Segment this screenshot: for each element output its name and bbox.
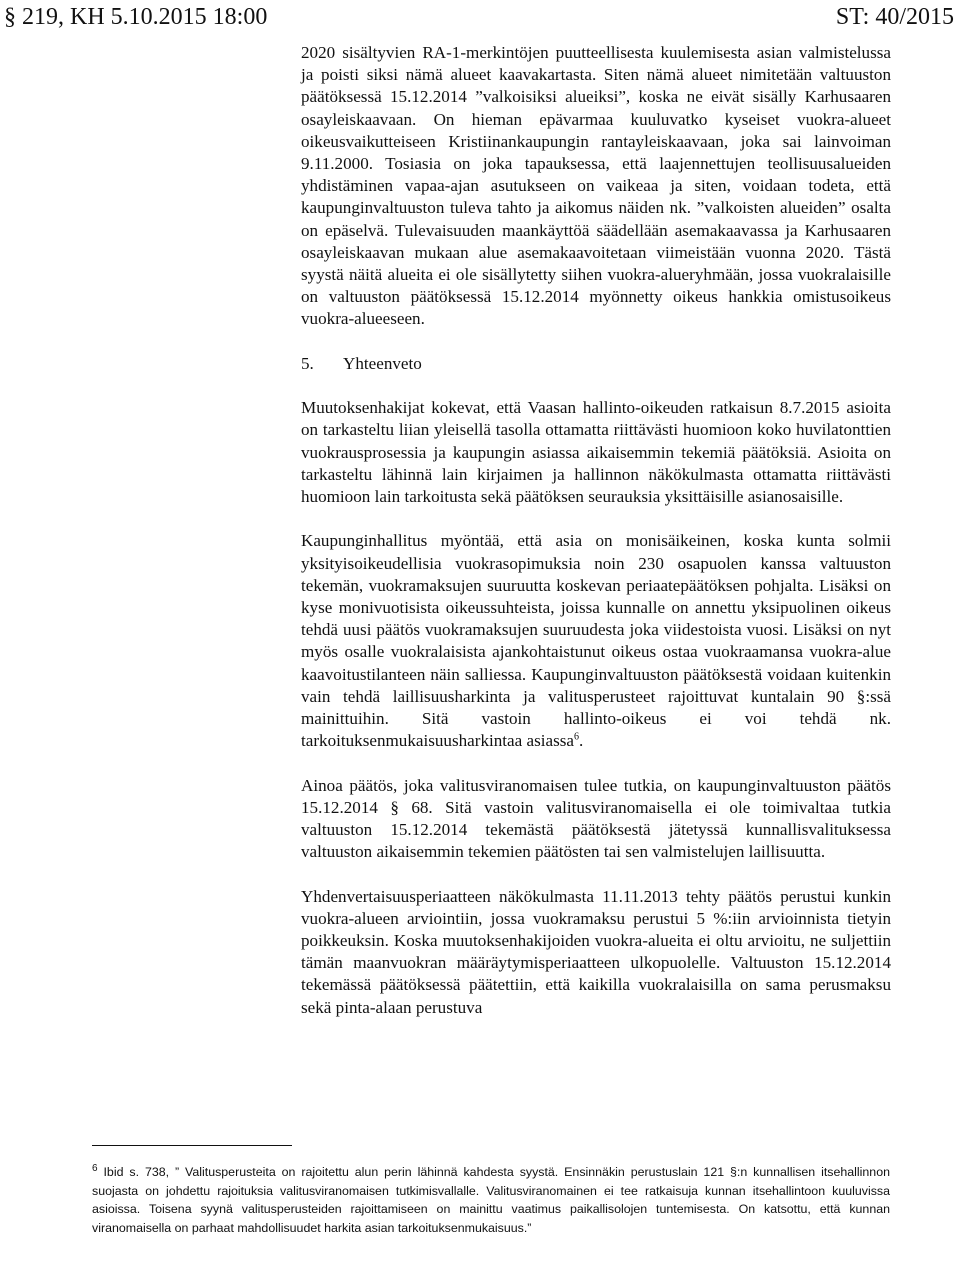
main-text xyxy=(301,42,891,1019)
header-page-number: ST: 40/2015 xyxy=(835,4,954,30)
paragraph-only-decision: Ainoa päätös, joka valitusviranomaisen tulee tutkia, on kaupunginvaltuuston päätös 15.12.2014 § 68. Sitä vastoin valitusviranomaisella ei ole toimivaltaa tutkia valtuuston 15.12.2014 tekemästä päätöksestä jätetyssä kunnallisvalituksessa valtuuston aikaisemmin tekemien päätösten tai sen valmistelujen laillisuutta. xyxy=(301,775,891,862)
paragraph-city-board-end: . xyxy=(578,731,584,751)
header-document-reference: § 219, KH 5.10.2015 18:00 xyxy=(4,4,268,30)
footnote-number: 6 xyxy=(92,1162,98,1174)
section-title: Yhteenveto xyxy=(343,353,422,373)
footnote-separator xyxy=(92,1145,292,1146)
section-number: 5. xyxy=(301,353,314,373)
footnote-text: Ibid s. 738, ” Valitusperusteita on rajoitettu alun perin lähinnä kahdesta syystä. Ensinnäkin perustuslain 121 §:n kunnallisen itsehallinnon suojasta on johdettu rajoituksia valitusviranomaisen tutkimisvallalle. Valitusviranomainen ei tee ratkaisuja kunnan itsehallintoon kuuluvissa asioissa. Toisena syynä valitusperusteiden rajoittamiseen on mainittu vaatimus paikallisolojen tuntemisesta. On katsottu, että kunnan viranomaisella on parhaat mahdollisuudet harkita asian tarkoituksenmukaisuus.” xyxy=(92,1165,890,1235)
paragraph-city-board-text: Kaupunginhallitus myöntää, että asia on monisäikeinen, koska kunta solmii yksityisoikeudellisia vuokrasopimuksia noin 230 osapuolen kanssa valtuuston tekemän, vuokramaksujen suuruutta koskevan periaatepäätöksen pohjalta. Lisäksi on kyse monivuotisista oikeussuhteista, joissa kunnalle on annettu yksipuolinen oikeus tehdä uusi päätös vuokramaksujen suuruudesta joka viidestoista vuosi. Lisäksi on nyt myös osalle vuokralaisista ajankohtaistunut oikeus ostaa vuokraamansa vuokra-alue kaavoitustilanteen näin salliessa. Kaupunginvaltuuston päätöksestä voidaan kuitenkin vain tehdä laillisuusharkinta ja valitusperusteet rajoittuvat kuntalain 90 §:ssä mainittuihin. Sitä vastoin hallinto-oikeus ei voi tehdä nk. tarkoituksenmukaisuusharkintaa asiassa xyxy=(301,531,891,751)
paragraph-summary: Muutoksenhakijat kokevat, että Vaasan hallinto-oikeuden ratkaisun 8.7.2015 asioita on tarkasteltu liian yleisellä tasolla ottamatta riittävästi huomioon koko huvilatonttien vuokrausprosessia ja kaupungin asiassa aikaisemmin tekemiä päätöksiä. Asioita on tarkasteltu lähinnä lain kirjaimen ja hallinnon näkökulmasta ottamatta riittävästi huomioon lain tarkoitusta sekä päätöksen seurauksia yksittäisille asianosaisille. xyxy=(301,398,891,507)
footnote xyxy=(92,1163,890,1237)
paragraph-equality-principle: Yhdenvertaisuusperiaatteen näkökulmasta 11.11.2013 tehty päätös perustui kunkin vuokra-alueen arviointiin, jossa vuokramaksu perustui 5 %:iin arvioinnista tietyin poikkeuksin. Koska muutoksenhakijoiden vuokra-alueita ei oltu arvioitu, ne suljettiin tämän maanvuokran määräytymisperiaatteen ulkopuolelle. Valtuuston 15.12.2014 tekemässä päätöksessä päätettiin, että kaikilla vuokralaisilla on sama perusmaksu sekä pinta-alaan perustuva xyxy=(301,886,891,1017)
footnote-reference[interactable]: 6 xyxy=(573,731,579,743)
paragraph-white-areas: 2020 sisältyvien RA-1-merkintöjen puutteellisesta kuulemisesta asian valmistelussa ja poisti siksi nämä alueet kaavakartasta. Siten nämä alueet nimitetään valtuuston päätöksessä 15.12.2014 ”valkoisiksi alueiksi”, koska ne eivät sisälly Karhusaaren osayleiskaavaan. On hieman epävarmaa kuuluvatko kyseiset vuokra-alueet oikeusvaikutteiseen Kristiinankaupungin rantayleiskaavaan, joka sai lainvoiman 9.11.2000. Tosiasia on joka tapauksessa, että laajennettujen teollisuusalueiden yhdistäminen vapaa-ajan asutukseen on vaikeaa ja siten, voidaan todeta, että kaupunginvaltuuston tuleva tahto ja aikomus näiden nk. ”valkoisten alueiden” osalta on epäselvä. Tulevaisuuden maankäyttöä säädellään asemakaavassa ja Karhusaaren osayleiskaavan mukaan alue asemakaavoitetaan viimeistään vuonna 2020. Tästä syystä näitä alueita ei ole sisällytetty siihen vuokra-alueryhmään, jossa vuokralaisille on valtuuston päätöksessä 15.12.2014 myönnetty oikeus hankkia omistusoikeus vuokra-alueeseen. xyxy=(301,43,891,329)
paragraph-city-board xyxy=(301,530,891,752)
section-heading xyxy=(301,353,891,375)
